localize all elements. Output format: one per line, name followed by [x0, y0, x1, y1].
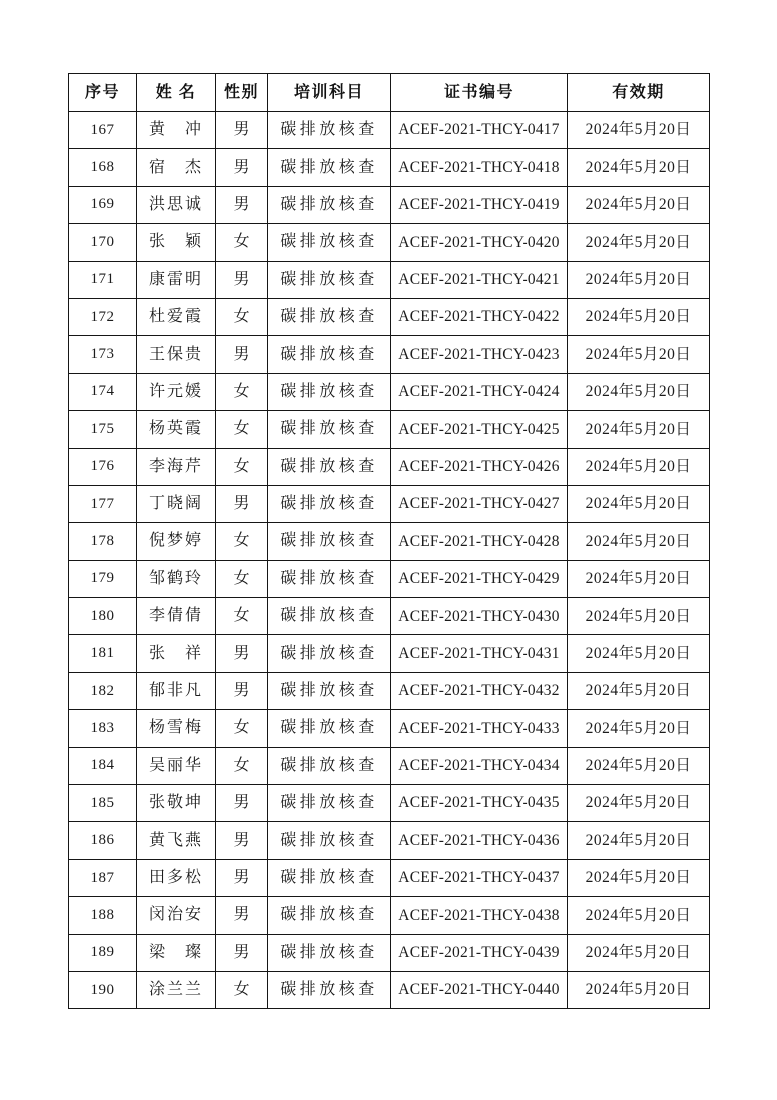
cell-validity-date: 2024年5月20日 [568, 485, 710, 522]
cell-validity-date: 2024年5月20日 [568, 523, 710, 560]
cell-gender: 女 [216, 411, 268, 448]
cell-certificate-number: ACEF-2021-THCY-0425 [391, 411, 568, 448]
cell-serial-number: 189 [69, 934, 137, 971]
cell-gender: 男 [216, 897, 268, 934]
cell-person-name: 杜爱霞 [137, 298, 216, 335]
cell-gender: 女 [216, 373, 268, 410]
cell-person-name: 闵治安 [137, 897, 216, 934]
column-header-index: 序号 [69, 74, 137, 112]
cell-training-subject: 碳排放核查 [268, 523, 391, 560]
cell-certificate-number: ACEF-2021-THCY-0439 [391, 934, 568, 971]
cell-certificate-number: ACEF-2021-THCY-0431 [391, 635, 568, 672]
column-header-subject: 培训科目 [268, 74, 391, 112]
cell-serial-number: 174 [69, 373, 137, 410]
table-row [69, 897, 710, 934]
cell-serial-number: 172 [69, 298, 137, 335]
cell-serial-number: 184 [69, 747, 137, 784]
cell-training-subject: 碳排放核查 [268, 186, 391, 223]
cell-validity-date: 2024年5月20日 [568, 448, 710, 485]
cell-person-name: 宿 杰 [137, 149, 216, 186]
cell-serial-number: 173 [69, 336, 137, 373]
cell-validity-date: 2024年5月20日 [568, 411, 710, 448]
cell-gender: 男 [216, 934, 268, 971]
column-header-validity: 有效期 [568, 74, 710, 112]
cell-gender: 女 [216, 560, 268, 597]
cell-validity-date: 2024年5月20日 [568, 635, 710, 672]
cell-person-name: 洪思诚 [137, 186, 216, 223]
cell-serial-number: 180 [69, 598, 137, 635]
cell-serial-number: 168 [69, 149, 137, 186]
cell-validity-date: 2024年5月20日 [568, 261, 710, 298]
table-row [69, 710, 710, 747]
cell-certificate-number: ACEF-2021-THCY-0429 [391, 560, 568, 597]
header-row [69, 74, 710, 112]
cell-training-subject: 碳排放核查 [268, 635, 391, 672]
cell-certificate-number: ACEF-2021-THCY-0435 [391, 785, 568, 822]
cell-training-subject: 碳排放核查 [268, 710, 391, 747]
table-row [69, 448, 710, 485]
cell-validity-date: 2024年5月20日 [568, 149, 710, 186]
cell-serial-number: 190 [69, 971, 137, 1008]
cell-training-subject: 碳排放核查 [268, 560, 391, 597]
cell-gender: 男 [216, 261, 268, 298]
cell-certificate-number: ACEF-2021-THCY-0422 [391, 298, 568, 335]
cell-training-subject: 碳排放核查 [268, 485, 391, 522]
cell-validity-date: 2024年5月20日 [568, 859, 710, 896]
cell-certificate-number: ACEF-2021-THCY-0423 [391, 336, 568, 373]
table-row [69, 411, 710, 448]
cell-serial-number: 169 [69, 186, 137, 223]
cell-validity-date: 2024年5月20日 [568, 822, 710, 859]
cell-person-name: 黄飞燕 [137, 822, 216, 859]
cell-gender: 女 [216, 598, 268, 635]
cell-certificate-number: ACEF-2021-THCY-0420 [391, 224, 568, 261]
cell-training-subject: 碳排放核查 [268, 672, 391, 709]
table-row [69, 298, 710, 335]
table-row [69, 224, 710, 261]
cell-training-subject: 碳排放核查 [268, 336, 391, 373]
cell-serial-number: 187 [69, 859, 137, 896]
cell-person-name: 张 祥 [137, 635, 216, 672]
cell-person-name: 李海芹 [137, 448, 216, 485]
cell-training-subject: 碳排放核查 [268, 448, 391, 485]
cell-serial-number: 186 [69, 822, 137, 859]
cell-training-subject: 碳排放核查 [268, 112, 391, 149]
column-header-name: 姓 名 [137, 74, 216, 112]
cell-training-subject: 碳排放核查 [268, 897, 391, 934]
cell-serial-number: 175 [69, 411, 137, 448]
cell-gender: 男 [216, 822, 268, 859]
cell-serial-number: 183 [69, 710, 137, 747]
cell-person-name: 黄 冲 [137, 112, 216, 149]
cell-training-subject: 碳排放核查 [268, 859, 391, 896]
cell-person-name: 康雷明 [137, 261, 216, 298]
cell-gender: 男 [216, 485, 268, 522]
cell-person-name: 倪梦婷 [137, 523, 216, 560]
table-row [69, 523, 710, 560]
cell-person-name: 梁 璨 [137, 934, 216, 971]
cell-validity-date: 2024年5月20日 [568, 897, 710, 934]
table-row [69, 971, 710, 1008]
table-row [69, 186, 710, 223]
cell-gender: 男 [216, 859, 268, 896]
cell-certificate-number: ACEF-2021-THCY-0417 [391, 112, 568, 149]
cell-gender: 男 [216, 785, 268, 822]
cell-training-subject: 碳排放核查 [268, 261, 391, 298]
cell-person-name: 张敬坤 [137, 785, 216, 822]
cell-certificate-number: ACEF-2021-THCY-0418 [391, 149, 568, 186]
cell-person-name: 杨雪梅 [137, 710, 216, 747]
table-header [69, 74, 710, 112]
cell-validity-date: 2024年5月20日 [568, 186, 710, 223]
cell-gender: 男 [216, 186, 268, 223]
table-row [69, 822, 710, 859]
cell-serial-number: 182 [69, 672, 137, 709]
cell-certificate-number: ACEF-2021-THCY-0433 [391, 710, 568, 747]
table-row [69, 934, 710, 971]
cell-training-subject: 碳排放核查 [268, 149, 391, 186]
cell-training-subject: 碳排放核查 [268, 971, 391, 1008]
column-header-gender: 性别 [216, 74, 268, 112]
table-body [69, 112, 710, 1009]
cell-serial-number: 176 [69, 448, 137, 485]
cell-validity-date: 2024年5月20日 [568, 934, 710, 971]
cell-certificate-number: ACEF-2021-THCY-0419 [391, 186, 568, 223]
cell-gender: 女 [216, 747, 268, 784]
cell-serial-number: 185 [69, 785, 137, 822]
cell-validity-date: 2024年5月20日 [568, 672, 710, 709]
column-header-certificate: 证书编号 [391, 74, 568, 112]
cell-validity-date: 2024年5月20日 [568, 373, 710, 410]
table-row [69, 485, 710, 522]
cell-gender: 男 [216, 635, 268, 672]
cell-gender: 女 [216, 523, 268, 560]
table-row [69, 859, 710, 896]
cell-certificate-number: ACEF-2021-THCY-0440 [391, 971, 568, 1008]
cell-validity-date: 2024年5月20日 [568, 224, 710, 261]
cell-validity-date: 2024年5月20日 [568, 598, 710, 635]
table-row [69, 149, 710, 186]
cell-gender: 男 [216, 672, 268, 709]
cell-validity-date: 2024年5月20日 [568, 336, 710, 373]
cell-certificate-number: ACEF-2021-THCY-0437 [391, 859, 568, 896]
cell-person-name: 杨英霞 [137, 411, 216, 448]
table-row [69, 112, 710, 149]
cell-training-subject: 碳排放核查 [268, 411, 391, 448]
cell-person-name: 丁晓阔 [137, 485, 216, 522]
cell-serial-number: 177 [69, 485, 137, 522]
cell-certificate-number: ACEF-2021-THCY-0432 [391, 672, 568, 709]
cell-person-name: 李倩倩 [137, 598, 216, 635]
cell-certificate-number: ACEF-2021-THCY-0426 [391, 448, 568, 485]
cell-person-name: 田多松 [137, 859, 216, 896]
cell-serial-number: 179 [69, 560, 137, 597]
cell-certificate-number: ACEF-2021-THCY-0427 [391, 485, 568, 522]
cell-training-subject: 碳排放核查 [268, 934, 391, 971]
table-row [69, 635, 710, 672]
cell-certificate-number: ACEF-2021-THCY-0421 [391, 261, 568, 298]
cell-validity-date: 2024年5月20日 [568, 112, 710, 149]
cell-gender: 女 [216, 971, 268, 1008]
cell-validity-date: 2024年5月20日 [568, 710, 710, 747]
cell-serial-number: 170 [69, 224, 137, 261]
table-row [69, 598, 710, 635]
cell-training-subject: 碳排放核查 [268, 822, 391, 859]
cell-training-subject: 碳排放核查 [268, 785, 391, 822]
cell-person-name: 吴丽华 [137, 747, 216, 784]
cell-serial-number: 167 [69, 112, 137, 149]
cell-gender: 女 [216, 448, 268, 485]
cell-validity-date: 2024年5月20日 [568, 298, 710, 335]
cell-serial-number: 181 [69, 635, 137, 672]
cell-validity-date: 2024年5月20日 [568, 560, 710, 597]
cell-training-subject: 碳排放核查 [268, 224, 391, 261]
cell-gender: 女 [216, 224, 268, 261]
cell-validity-date: 2024年5月20日 [568, 747, 710, 784]
cell-person-name: 许元媛 [137, 373, 216, 410]
cell-training-subject: 碳排放核查 [268, 747, 391, 784]
cell-certificate-number: ACEF-2021-THCY-0428 [391, 523, 568, 560]
table-row [69, 672, 710, 709]
cell-gender: 男 [216, 149, 268, 186]
cell-person-name: 涂兰兰 [137, 971, 216, 1008]
table-row [69, 373, 710, 410]
cell-gender: 男 [216, 112, 268, 149]
cell-person-name: 张 颖 [137, 224, 216, 261]
cell-training-subject: 碳排放核查 [268, 373, 391, 410]
table-row [69, 261, 710, 298]
certificate-table [68, 73, 710, 1009]
cell-certificate-number: ACEF-2021-THCY-0438 [391, 897, 568, 934]
cell-gender: 男 [216, 336, 268, 373]
cell-person-name: 郁非凡 [137, 672, 216, 709]
table-row [69, 747, 710, 784]
cell-gender: 女 [216, 298, 268, 335]
table-row [69, 336, 710, 373]
cell-person-name: 王保贵 [137, 336, 216, 373]
table-row [69, 785, 710, 822]
cell-serial-number: 188 [69, 897, 137, 934]
cell-certificate-number: ACEF-2021-THCY-0436 [391, 822, 568, 859]
table-row [69, 560, 710, 597]
cell-validity-date: 2024年5月20日 [568, 971, 710, 1008]
cell-person-name: 邹鹤玲 [137, 560, 216, 597]
cell-certificate-number: ACEF-2021-THCY-0424 [391, 373, 568, 410]
cell-certificate-number: ACEF-2021-THCY-0434 [391, 747, 568, 784]
cell-serial-number: 178 [69, 523, 137, 560]
cell-training-subject: 碳排放核查 [268, 598, 391, 635]
cell-training-subject: 碳排放核查 [268, 298, 391, 335]
cell-serial-number: 171 [69, 261, 137, 298]
cell-certificate-number: ACEF-2021-THCY-0430 [391, 598, 568, 635]
cell-gender: 女 [216, 710, 268, 747]
cell-validity-date: 2024年5月20日 [568, 785, 710, 822]
